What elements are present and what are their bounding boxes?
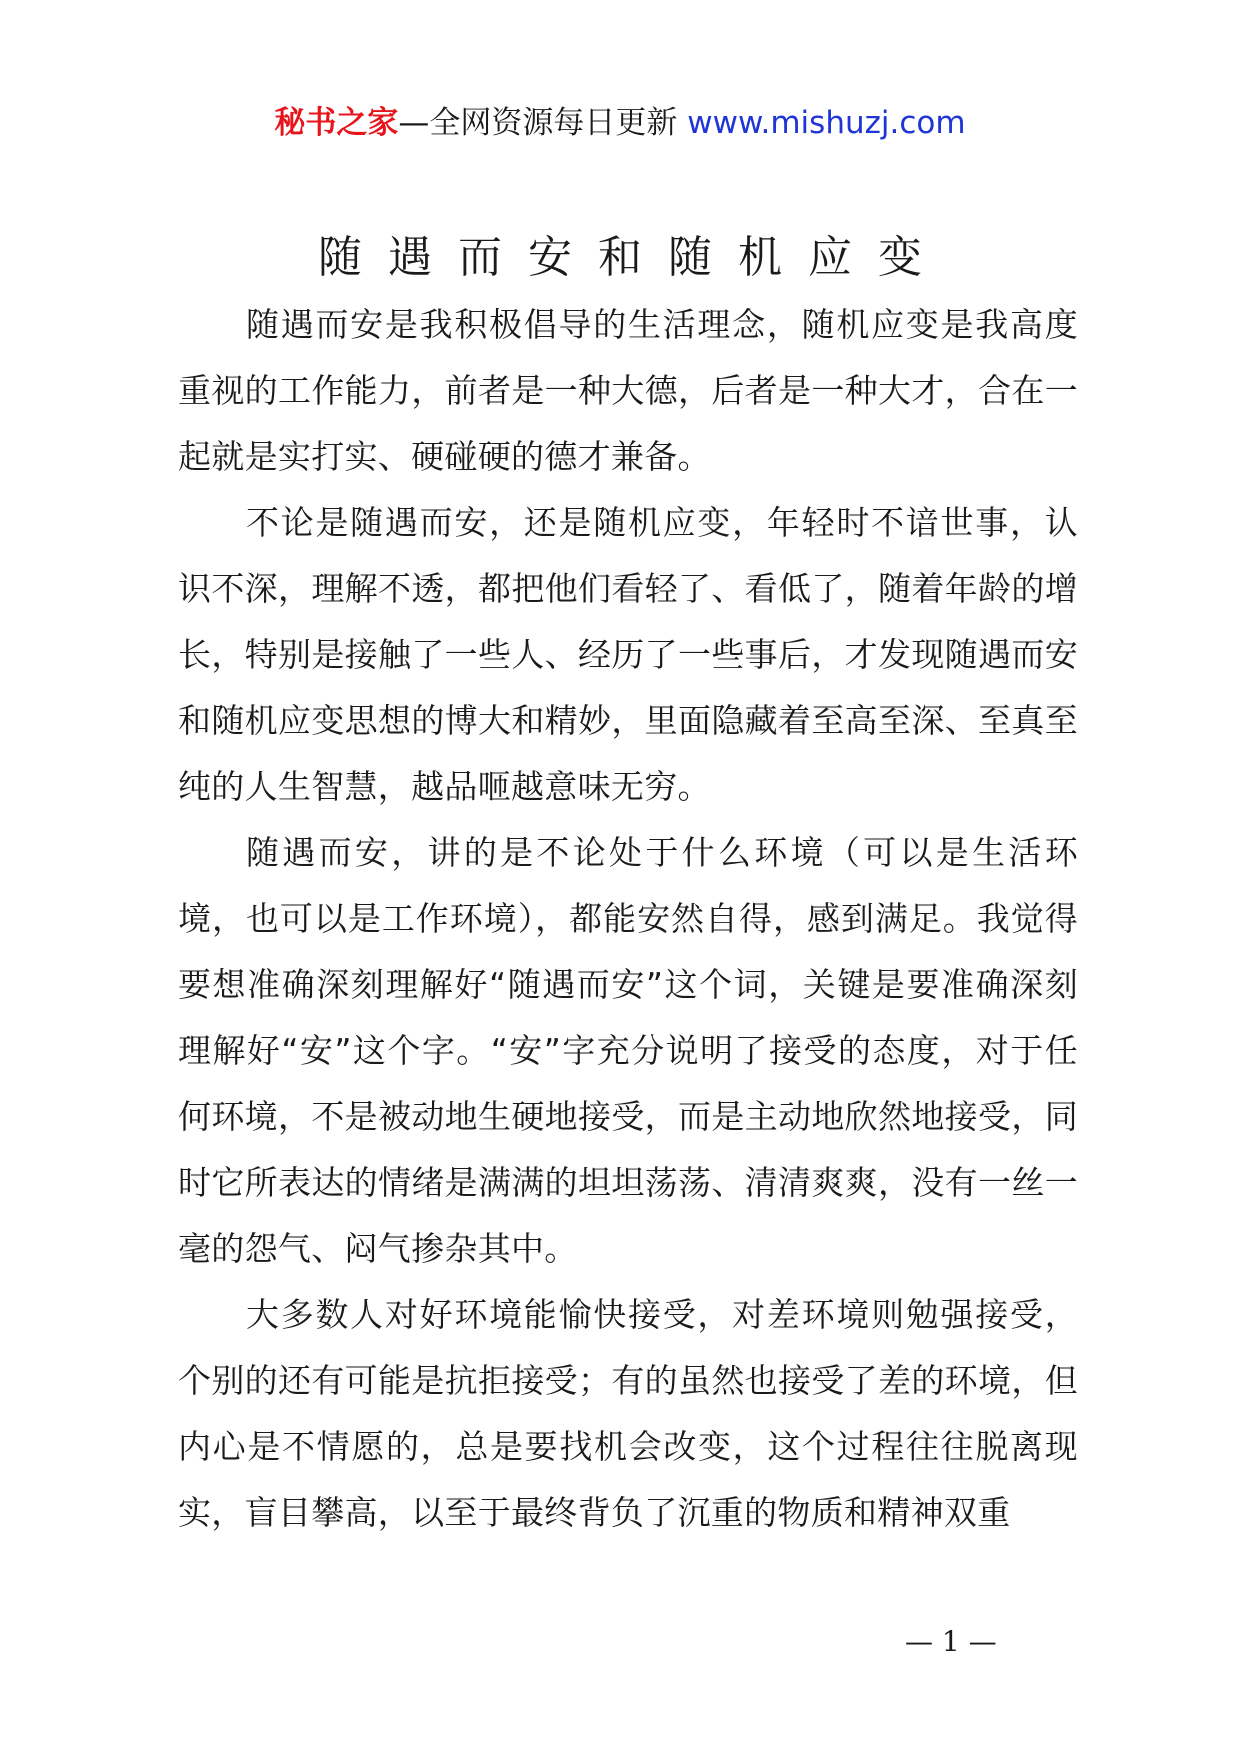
paragraph-2: 不论是随遇而安，还是随机应变，年轻时不谙世事，认识不深，理解不透，都把他们看轻了、看低了，随着年龄的增长，特别是接触了一些人、经历了一些事后，才发现随遇而安和随机应变思想的博大和精妙，里面隐藏着至高至深、至真至纯的人生智慧，越品咂越意味无穷。: [178, 503, 1078, 806]
document-body: [178, 292, 1078, 1546]
brand-name: 秘书之家: [274, 105, 399, 141]
paragraph-3: 随遇而安，讲的是不论处于什么环境（可以是生活环境，也可以是工作环境），都能安然自得，感到满足。我觉得要想准确深刻理解好“随遇而安”这个词，关键是要准确深刻理解好“安”这个字。“安”字充分说明了接受的态度，对于任何环境，不是被动地生硬地接受，而是主动地欣然地接受，同时它所表达的情绪是满满的坦坦荡荡、清清爽爽，没有一丝一毫的怨气、闷气掺杂其中。: [178, 833, 1078, 1268]
site-url-link[interactable]: www.mishuzj.com: [687, 105, 966, 141]
paragraph-1: 随遇而安是我积极倡导的生活理念，随机应变是我高度重视的工作能力，前者是一种大德，后者是一种大才，合在一起就是实打实、硬碰硬的德才兼备。: [178, 305, 1078, 476]
site-banner: [0, 103, 1240, 143]
banner-tagline: —全网资源每日更新: [398, 105, 688, 141]
paragraph-4: 大多数人对好环境能愉快接受，对差环境则勉强接受，个别的还有可能是抗拒接受；有的虽然也接受了差的环境，但内心是不情愿的，总是要找机会改变，这个过程往往脱离现实，盲目攀高，以至于最终背负了沉重的物质和精神双重: [178, 1295, 1078, 1532]
page-number: — 1 —: [905, 1625, 997, 1658]
document-title: 随遇而安和随机应变: [318, 232, 948, 283]
